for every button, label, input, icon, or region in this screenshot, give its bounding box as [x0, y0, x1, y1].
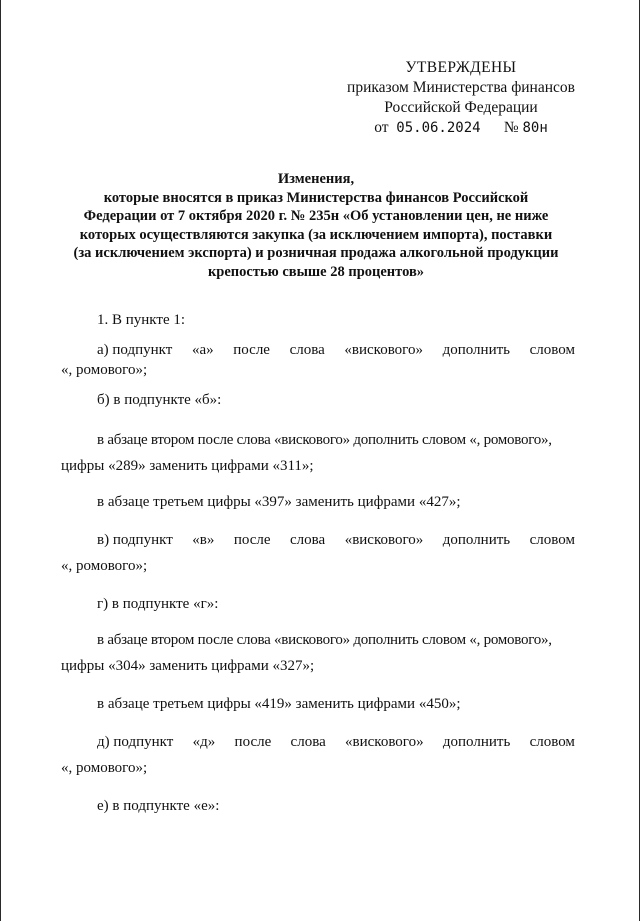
word: «д» [192, 734, 216, 750]
word: «в» [192, 532, 215, 548]
paragraph-v [61, 530, 575, 576]
word: дополнить [442, 734, 511, 750]
word: слова [290, 532, 326, 548]
paragraph-text: цифры «289» заменить цифрами «311»; [61, 458, 314, 474]
word: а) подпункт [97, 342, 173, 358]
word: после [233, 532, 271, 548]
paragraph-g [61, 594, 575, 614]
order-date: 05.06.2024 [396, 120, 481, 136]
paragraph-b-2 [61, 492, 575, 512]
heading-line: (за исключением экспорта) и розничная продажа алкогольной продукции [73, 245, 559, 261]
heading-line: Федерации от 7 октября 2020 г. № 235н «Об установлении цен, не ниже [83, 208, 549, 224]
paragraph-b-1 [61, 430, 575, 476]
approval-line-federation: Российской Федерации [384, 99, 538, 116]
word: после [233, 342, 270, 358]
paragraph-g-2 [61, 694, 575, 714]
heading-line: Изменения, [277, 171, 355, 187]
heading-line: которых осуществляются закупка (за исключением импорта), поставки [79, 226, 553, 243]
word: «а» [191, 342, 214, 358]
word: «вискового» [344, 532, 424, 548]
heading-line: крепостью свыше 28 процентов» [207, 263, 425, 280]
approval-line-ministry: приказом Министерства финансов [347, 79, 575, 96]
approval-date-line [341, 118, 581, 138]
paragraph-b [61, 390, 575, 410]
number-prefix: № [503, 119, 519, 136]
paragraph-e [61, 796, 575, 816]
paragraph-text: в абзаце втором после слова «вискового» дополнить словом «, ромового», [97, 632, 552, 648]
order-number: 80н [522, 120, 548, 136]
justified-line [61, 732, 575, 752]
word: «вискового» [344, 342, 423, 358]
justified-line [61, 340, 575, 360]
word: «вискового» [345, 734, 424, 750]
word: после [234, 734, 272, 750]
paragraph-text: е) в подпункте «е»: [97, 798, 220, 814]
paragraph-g-1 [61, 630, 575, 676]
paragraph-text: цифры «304» заменить цифрами «327»; [61, 658, 315, 674]
paragraph-text: в абзаце втором после слова «вискового» дополнить словом «, ромового», [97, 432, 552, 448]
paragraph-tail: «, ромового»; [61, 362, 148, 378]
paragraph-a [61, 340, 575, 380]
paragraph-text: 1. В пункте 1: [97, 312, 186, 328]
paragraph-1 [61, 310, 575, 330]
word: словом [529, 734, 575, 750]
justified-line [61, 530, 575, 550]
paragraph-text: в абзаце третьем цифры «397» заменить цифрами «427»; [97, 494, 461, 510]
heading-line: которые вносятся в приказ Министерства финансов Российской [103, 189, 529, 206]
word: д) подпункт [97, 734, 174, 750]
paragraph-text: г) в подпункте «г»: [97, 596, 219, 612]
approval-title: УТВЕРЖДЕНЫ [405, 59, 517, 76]
word: в) подпункт [97, 532, 173, 548]
word: дополнить [442, 532, 511, 548]
approval-block [341, 58, 581, 138]
paragraph-text: в абзаце третьем цифры «419» заменить цифрами «450»; [97, 696, 461, 712]
paragraph-tail: «, ромового»; [61, 760, 148, 776]
date-prefix: от [374, 119, 389, 136]
word: словом [529, 532, 575, 548]
word: словом [529, 342, 575, 358]
paragraph-tail: «, ромового»; [61, 558, 148, 574]
document-heading [41, 170, 591, 281]
paragraph-d [61, 732, 575, 778]
paragraph-text: б) в подпункте «б»: [97, 392, 222, 408]
word: слова [289, 342, 325, 358]
word: дополнить [442, 342, 510, 358]
word: слова [290, 734, 326, 750]
